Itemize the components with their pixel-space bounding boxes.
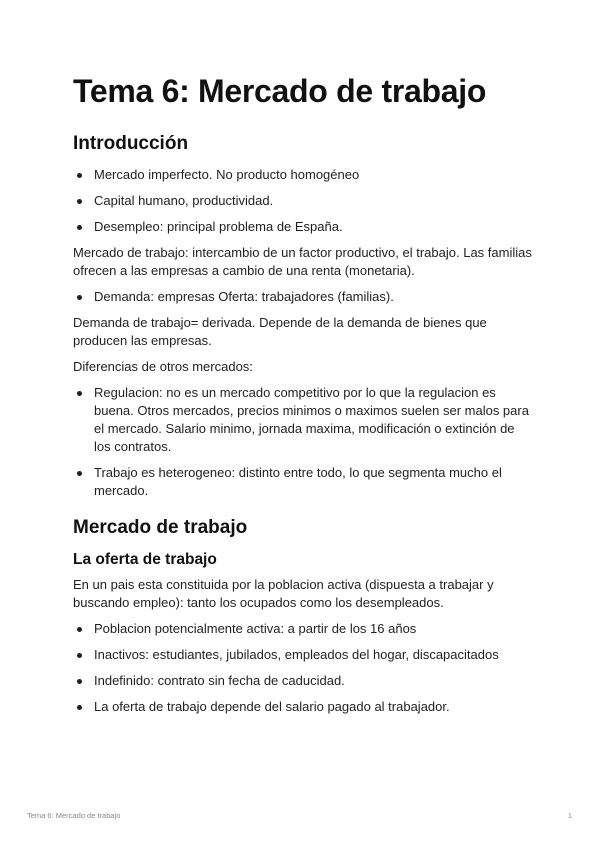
list-item: Demanda: empresas Oferta: trabajadores (familias). bbox=[73, 288, 533, 306]
list-item: Inactivos: estudiantes, jubilados, empleados del hogar, discapacitados bbox=[73, 646, 533, 664]
list-item: Trabajo es heterogeneo: distinto entre todo, lo que segmenta mucho el mercado. bbox=[73, 464, 533, 500]
subsection-heading-oferta: La oferta de trabajo bbox=[73, 551, 217, 568]
mercado-bullet-list bbox=[73, 620, 533, 716]
paragraph: Mercado de trabajo: intercambio de un factor productivo, el trabajo. Las familias ofrecen a las empresas a cambio de una renta (monetaria). bbox=[73, 245, 532, 278]
list-item: Poblacion potencialmente activa: a partir de los 16 años bbox=[73, 620, 533, 638]
list-item: Indefinido: contrato sin fecha de caducidad. bbox=[73, 672, 533, 690]
paragraph: En un pais esta constituida por la poblacion activa (dispuesta a trabajar y buscando empleo): tanto los ocupados como los desempleados. bbox=[73, 577, 494, 610]
list-item: Regulacion: no es un mercado competitivo por lo que la regulacion es buena. Otros mercados, precios minimos o maximos suelen ser malos para el mercado. Salario minimo, jornada maxima, modificación o extinción de los contratos. bbox=[73, 384, 533, 456]
section-heading-mercado: Mercado de trabajo bbox=[73, 517, 248, 538]
intro-bullet-list-1 bbox=[73, 166, 533, 236]
list-item: Capital humano, productividad. bbox=[73, 192, 533, 210]
page-footer bbox=[27, 811, 572, 820]
intro-bullet-list-2 bbox=[73, 288, 533, 306]
list-item: La oferta de trabajo depende del salario pagado al trabajador. bbox=[73, 698, 533, 716]
intro-bullet-list-3 bbox=[73, 384, 533, 500]
document-page bbox=[73, 72, 533, 724]
section-heading-introduccion: Introducción bbox=[73, 133, 189, 154]
page-number: 1 bbox=[567, 811, 572, 820]
list-item: Desempleo: principal problema de España. bbox=[73, 218, 533, 236]
page-title: Tema 6: Mercado de trabajo bbox=[73, 73, 487, 109]
list-item: Mercado imperfecto. No producto homogéneo bbox=[73, 166, 533, 184]
paragraph: Demanda de trabajo= derivada. Depende de la demanda de bienes que producen las empresas. bbox=[73, 315, 487, 348]
paragraph: Diferencias de otros mercados: bbox=[73, 359, 253, 374]
footer-title: Tema 6: Mercado de trabajo bbox=[27, 811, 121, 820]
